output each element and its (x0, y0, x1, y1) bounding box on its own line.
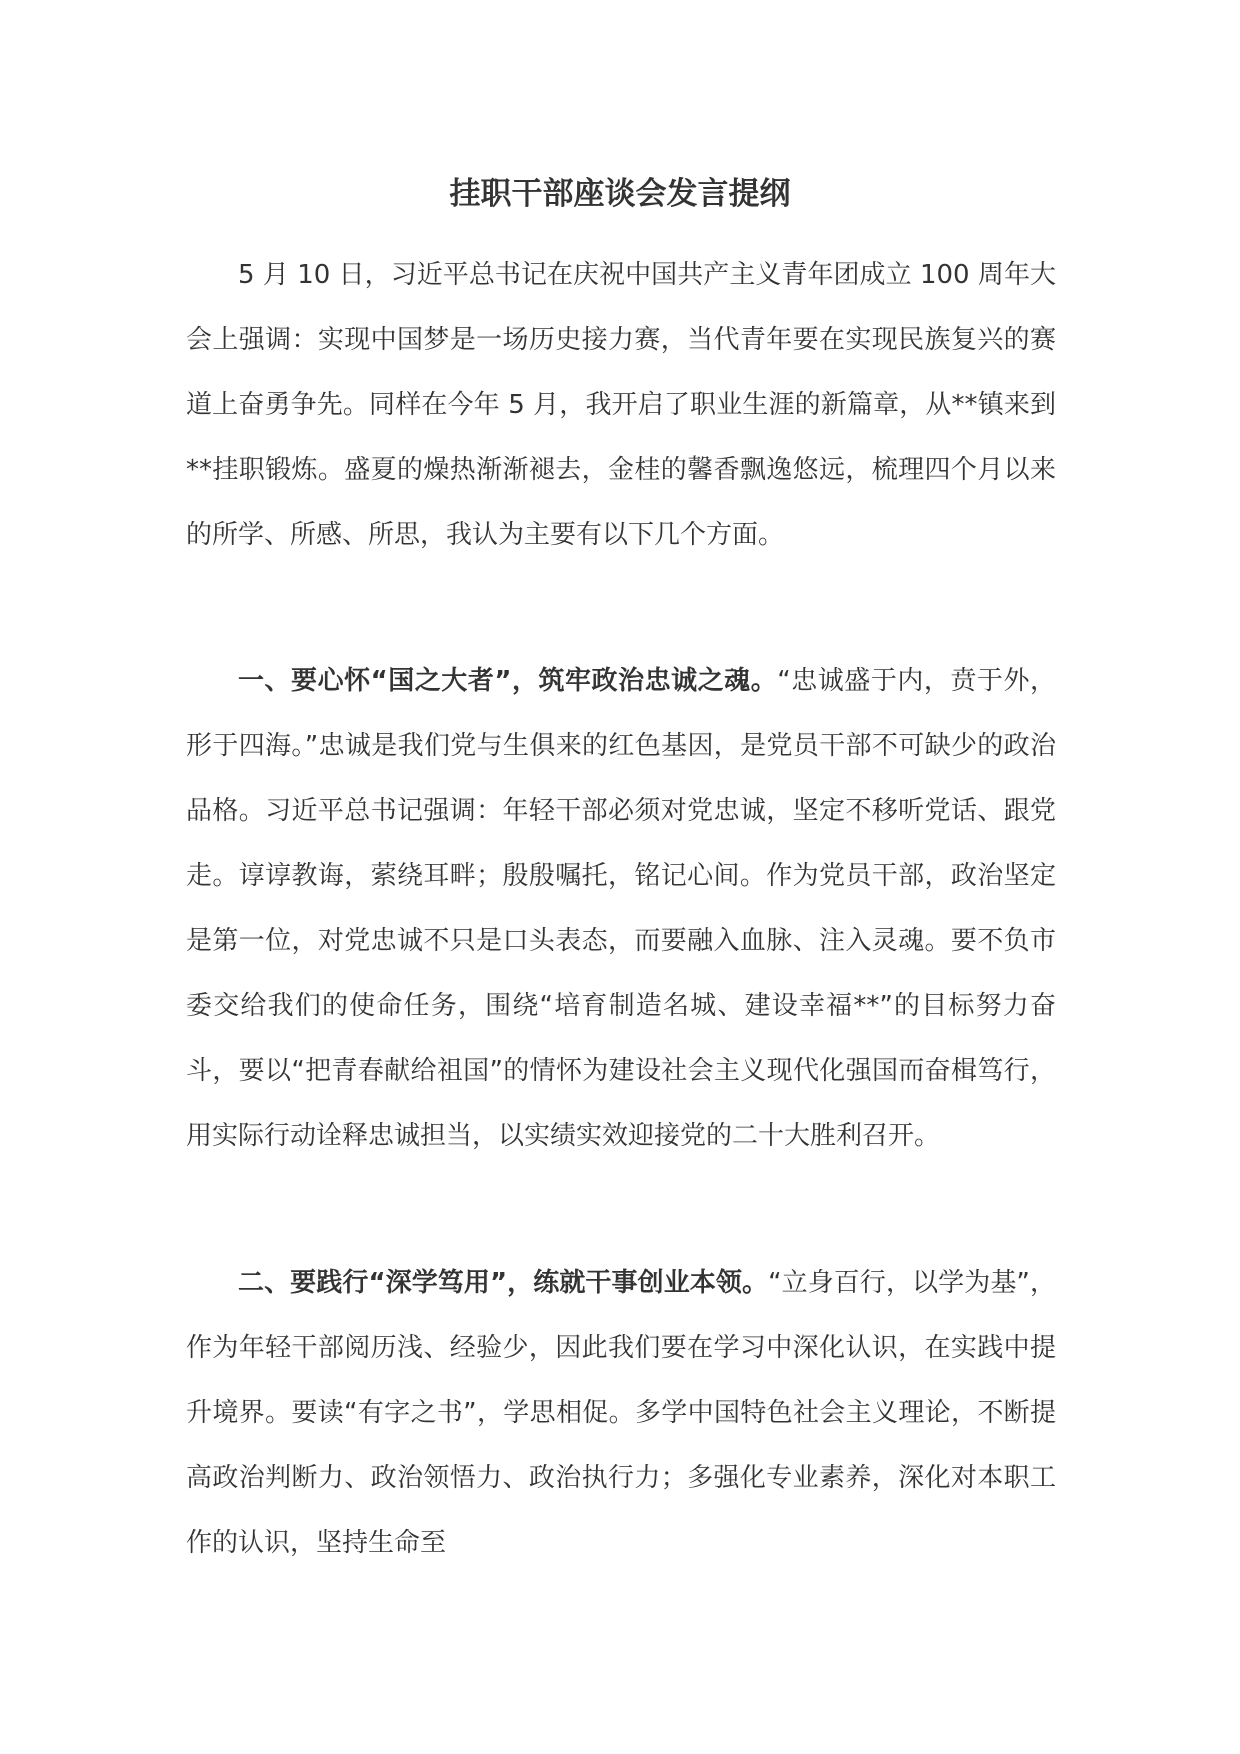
paragraph-intro (186, 243, 1056, 568)
section-two-text: “立身百行，以学为基”，作为年轻干部阅历浅、经验少，因此我们要在学习中深化认识，在实践中提升境界。要读“有字之书”，学思相促。多学中国特色社会主义理论，不断提高政治判断力、政治领悟力、政治执行力；多强化专业素养，深化对本职工作的认识，坚持生命至 (186, 1268, 1056, 1558)
section-one-text: “忠诚盛于内，贲于外，形于四海。”忠诚是我们党与生俱来的红色基因，是党员干部不可缺少的政治品格。习近平总书记强调：年轻干部必须对党忠诚，坚定不移听党话、跟党走。谆谆教诲，萦绕耳畔；殷殷嘱托，铭记心间。作为党员干部，政治坚定是第一位，对党忠诚不只是口头表态，而要融入血脉、注入灵魂。要不负市委交给我们的使命任务，围绕“培育制造名城、建设幸福**”的目标努力奋斗，要以“把青春献给祖国”的情怀为建设社会主义现代化强国而奋楫笃行，用实际行动诠释忠诚担当，以实绩实效迎接党的二十大胜利召开。 (186, 666, 1056, 1151)
paragraph-intro-text: 5 月 10 日，习近平总书记在庆祝中国共产主义青年团成立 100 周年大会上强调：实现中国梦是一场历史接力赛，当代青年要在实现民族复兴的赛道上奋勇争先。同样在今年 5 月，我开启了职业生涯的新篇章，从**镇来到**挂职锻炼。盛夏的燥热渐渐褪去，金桂的馨香飘逸悠远，梳理四个月以来的所学、所感、所思，我认为主要有以下几个方面。 (186, 260, 1056, 550)
section-one-heading: 一、要心怀“国之大者”，筑牢政治忠诚之魂。 (238, 666, 778, 696)
paragraph-section-two (186, 1251, 1056, 1576)
section-two-heading: 二、要践行“深学笃用”，练就干事创业本领。 (238, 1268, 769, 1298)
paragraph-section-one (186, 649, 1056, 1169)
document-title: 挂职干部座谈会发言提纲 (449, 176, 791, 212)
